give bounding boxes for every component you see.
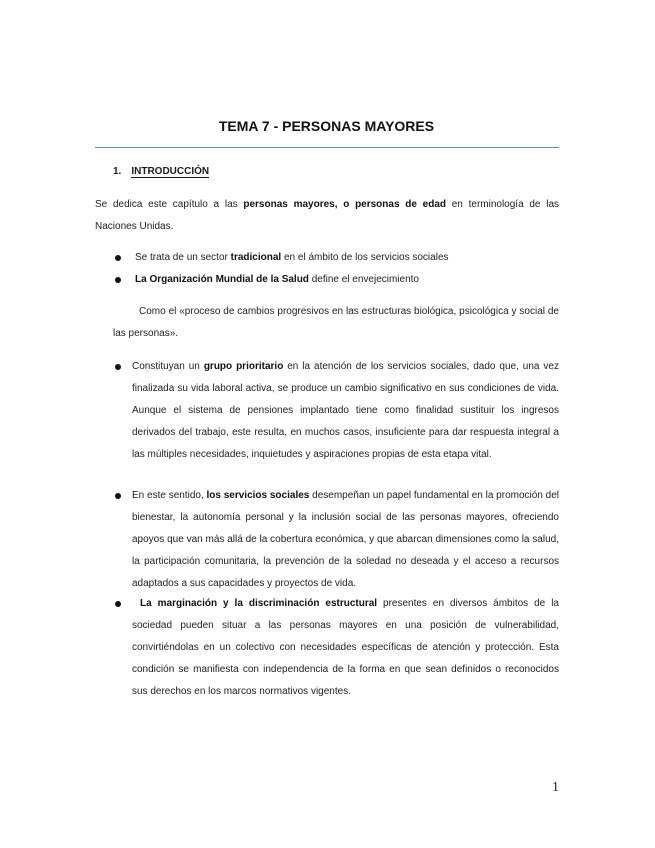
section-number: 1.	[113, 166, 122, 177]
page-title: TEMA 7 - PERSONAS MAYORES	[218, 118, 435, 134]
quote-text: Como el «proceso de cambios progresivos en las estructuras biológica, psicológica y social de las personas».	[113, 306, 559, 339]
bullet-item-5	[132, 593, 559, 703]
bullet-bold: grupo prioritario	[203, 361, 284, 372]
bullet-icon	[115, 255, 121, 261]
bullet-text: En este sentido,	[132, 490, 207, 501]
bullet-item-3	[132, 356, 559, 466]
bullet-item-1	[135, 247, 559, 269]
bullet-item-4	[132, 485, 559, 595]
bullet-text: presentes en diversos ámbitos de la sociedad pueden situar a las personas mayores en una posición de vulnerabilidad, convirtiéndolas en un colectivo con necesidades específicas de atención y protección. Esta condición se manifiesta con independencia de la forma en que sean definidos o reconocidos sus derechos en los marcos normativos vigentes.	[132, 598, 559, 697]
bullet-text: Constituyan un	[132, 361, 204, 372]
section-heading	[113, 166, 209, 177]
intro-bold: personas mayores, o personas de edad	[243, 199, 447, 210]
quote-paragraph	[113, 301, 559, 345]
bullet-bold: La Organización Mundial de la Salud	[135, 274, 309, 285]
intro-text: Se dedica este capítulo a las	[95, 199, 244, 210]
bullet-text-end: desempeñan un papel fundamental en la promoción del bienestar, la autonomía personal y la inclusión social de las personas mayores, ofreciendo apoyos que van más allá de la cobertura económica, y que abarcan dimensiones como la salud, la participación comunitaria, la prevención de la soledad no deseada y el acceso a recursos adaptados a sus capacidades y proyectos de vida.	[132, 490, 559, 589]
bullet-icon	[115, 601, 121, 607]
bullet-text-end: en el ámbito de los servicios sociales	[281, 252, 449, 263]
title-divider	[95, 147, 559, 148]
bullet-bold: tradicional	[230, 252, 282, 263]
intro-paragraph	[95, 194, 559, 238]
page-number: 1	[552, 780, 559, 795]
bullet-icon	[115, 364, 121, 370]
bullet-item-2	[135, 269, 559, 291]
section-label: INTRODUCCIÓN	[131, 166, 210, 177]
intro-text-end: en terminología de las Naciones Unidas.	[95, 199, 560, 232]
bullet-bold: La marginación y la discriminación estructural	[140, 598, 378, 609]
bullet-text: Se trata de un sector	[135, 252, 231, 263]
bullet-text-end: en la atención de los servicios sociales, dado que, una vez finalizada su vida laboral activa, se produce un cambio significativo en sus condiciones de vida. Aunque el sistema de pensiones implantado tiene como finalidad sustituir los ingresos derivados del trabajo, este resulta, en muchos casos, insuficiente para dar respuesta integral a las múltiples necesidades, inquietudes y aspiraciones propias de esta etapa vital.	[132, 361, 559, 460]
bullet-icon	[115, 277, 121, 283]
bullet-text: define el envejecimiento	[308, 274, 419, 285]
bullet-bold: los servicios sociales	[206, 490, 310, 501]
bullet-icon	[115, 493, 121, 499]
